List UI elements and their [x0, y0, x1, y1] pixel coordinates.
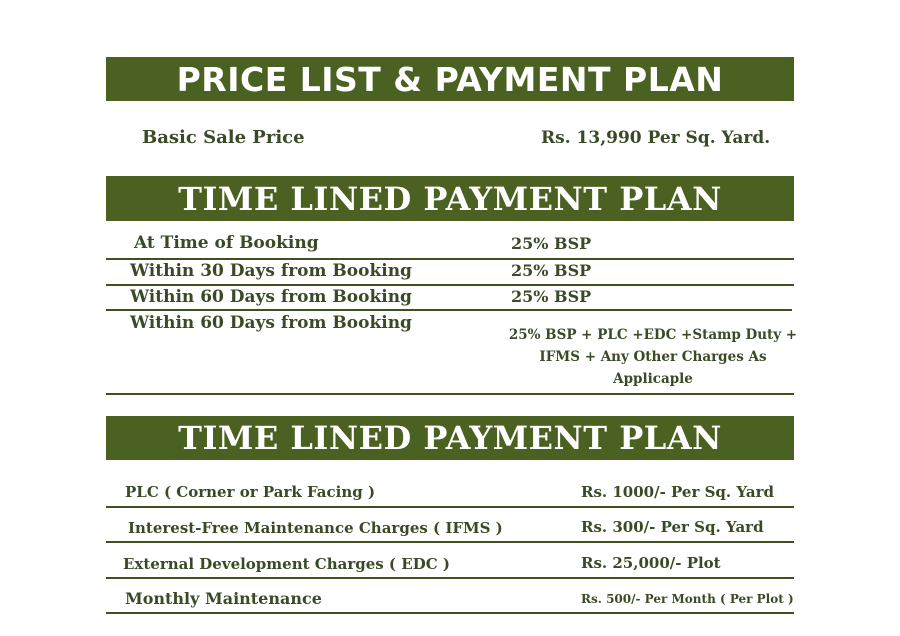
- charges-banner: [106, 416, 794, 460]
- row-divider: [106, 309, 792, 311]
- row-divider: [106, 541, 794, 543]
- basic-sale-price-value: Rs. 13,990 Per Sq. Yard.: [541, 128, 771, 148]
- row-divider: [106, 577, 794, 579]
- basic-sale-price-label: Basic Sale Price: [142, 127, 305, 148]
- payment-plan-banner: [106, 176, 794, 221]
- payment-row-value: 25% BSP: [511, 287, 592, 306]
- row-divider: [106, 393, 794, 395]
- charge-row-label: External Development Charges ( EDC ): [123, 555, 450, 573]
- charge-row-value: Rs. 500/- Per Month ( Per Plot ): [581, 592, 794, 606]
- charge-row-label: Monthly Maintenance: [125, 589, 322, 608]
- row-divider: [106, 258, 794, 260]
- charge-row-value: Rs. 25,000/- Plot: [581, 554, 721, 572]
- payment-row-label: Within 60 Days from Booking: [130, 313, 412, 333]
- charge-row-value: Rs. 300/- Per Sq. Yard: [581, 518, 764, 536]
- payment-row-value: 25% BSP: [511, 234, 592, 253]
- page-title: PRICE LIST & PAYMENT PLAN: [176, 59, 724, 99]
- row-divider: [106, 284, 794, 286]
- row-divider: [106, 612, 794, 614]
- row-divider: [106, 506, 794, 508]
- payment-row-label: At Time of Booking: [134, 233, 319, 253]
- payment-row-value-note: 25% BSP + PLC +EDC +Stamp Duty + IFMS + Any Other Charges As Applicaple: [508, 327, 798, 387]
- charge-row-value: Rs. 1000/- Per Sq. Yard: [581, 483, 774, 501]
- charges-title: TIME LINED PAYMENT PLAN: [178, 419, 722, 457]
- payment-row-label: Within 60 Days from Booking: [130, 287, 412, 307]
- payment-row-value: 25% BSP: [511, 261, 592, 280]
- payment-row-label: Within 30 Days from Booking: [130, 261, 412, 281]
- charge-row-label: Interest-Free Maintenance Charges ( IFMS ): [128, 519, 503, 537]
- price-list-banner: [106, 57, 794, 101]
- payment-plan-title: TIME LINED PAYMENT PLAN: [178, 179, 722, 218]
- charge-row-label: PLC ( Corner or Park Facing ): [125, 483, 376, 501]
